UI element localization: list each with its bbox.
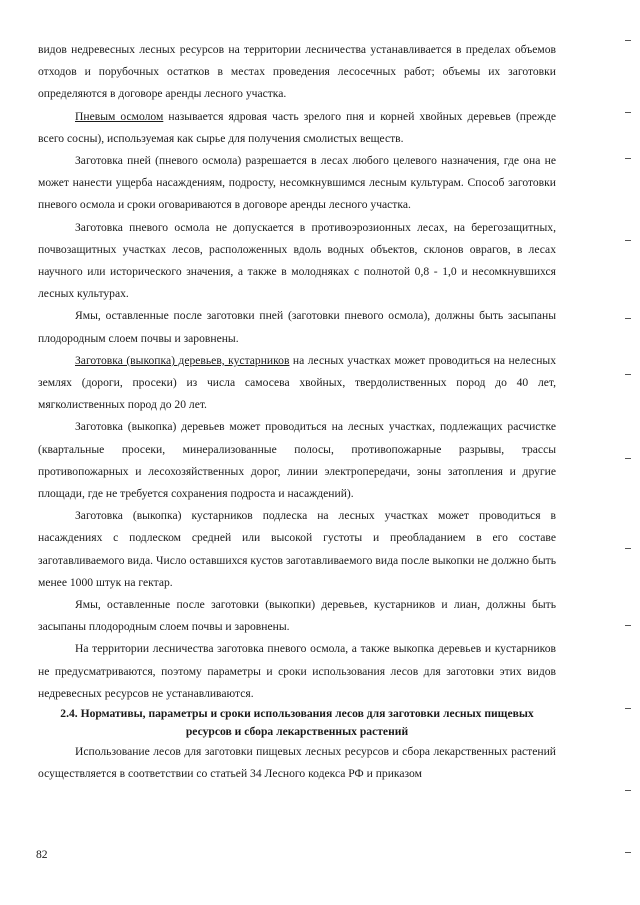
scan-mark	[625, 790, 631, 791]
paragraph-text: На территории лесничества заготовка пневого осмола, а также выкопка деревьев и кустарников не предусматриваются, поэтому параметры и сроки использования лесов для заготовки этих видов недревесных ресурсов не устанавливаются.	[38, 642, 556, 700]
scan-mark	[625, 158, 631, 159]
paragraph-text: Заготовка пневого осмола не допускается в противоэрозионных лесах, на берегозащитных, почвозащитных участках лесов, расположенных вдоль водных объектов, склонов оврагов, в лесах научного или исторического значения, а также в молодняках с полнотой 0,8 - 1,0 и несомкнувшихся лесных культурах.	[38, 220, 556, 301]
paragraph-text: называется ядровая часть зрелого пня и корней хвойных деревьев (прежде всего сосны), используемая как сырье для получения смолистых веществ.	[38, 109, 557, 145]
paragraph	[38, 350, 556, 417]
paragraph-text: Ямы, оставленные после заготовки пней (заготовки пневого осмола), должны быть засыпаны плодородным слоем почвы и заровнены.	[38, 309, 556, 345]
scan-mark	[625, 548, 631, 549]
scan-mark	[625, 374, 631, 375]
page-number: 82	[36, 848, 48, 861]
underlined-term: Пневым осмолом	[75, 109, 164, 123]
paragraph	[38, 638, 556, 705]
paragraph	[38, 594, 556, 638]
underlined-term: Заготовка (выкопка) деревьев, кустарников	[75, 353, 290, 367]
paragraph-text: на лесных участках может проводиться на нелесных землях (дороги, просеки) из числа самосева хвойных, твердолиственных пород до 40 лет, мягколиственных пород до 20 лет.	[38, 353, 557, 412]
paragraphs-container	[38, 39, 556, 705]
paragraph	[38, 39, 556, 106]
paragraph	[38, 150, 556, 217]
paragraph	[38, 106, 556, 150]
paragraph-text: Ямы, оставленные после заготовки (выкопки) деревьев, кустарников и лиан, должны быть засыпаны плодородным слоем почвы и заровнены.	[38, 598, 556, 634]
scan-mark	[625, 625, 631, 626]
scan-mark	[625, 240, 631, 241]
paragraph	[38, 305, 556, 349]
scan-mark	[625, 40, 631, 41]
paragraph-text: Заготовка (выкопка) кустарников подлеска на лесных участках может проводиться в насаждениях с подлеском средней или высокой густоты и преобладанием в его составе заготавливаемого вида. Число оставшихся кустов заготавливаемого вида после выкопки не должно быть менее 1000 штук на гектар.	[38, 509, 556, 589]
paragraph	[38, 505, 556, 594]
paragraph-text: Заготовка пней (пневого осмола) разрешается в лесах любого целевого назначения, где она не может нанести ущерба насаждениям, подросту, несомкнувшимся лесным культурам. Способ заготовки пневого осмола и сроки оговариваются в договоре аренды лесного участка.	[38, 154, 556, 212]
scan-mark	[625, 318, 631, 319]
section-heading: 2.4. Нормативы, параметры и сроки использования лесов для заготовки лесных пищевых ресурсов и сбора лекарственных растений	[60, 707, 534, 739]
scan-mark	[625, 458, 631, 459]
scan-mark	[625, 852, 631, 853]
paragraph: Использование лесов для заготовки пищевых лесных ресурсов и сбора лекарственных растений осуществляется в соответствии со статьей 34 Лесного кодекса РФ и приказом	[38, 745, 556, 781]
paragraph-text: Заготовка (выкопка) деревьев может проводиться на лесных участках, подлежащих расчистке (квартальные просеки, минерализованные полосы, противопожарные разрывы, трассы противопожарных и лесохозяйственных дорог, линии электропередачи, зоны затопления и другие площади, где не требуется сохранения подроста и насаждений).	[38, 420, 556, 501]
scan-mark	[625, 708, 631, 709]
document-body	[38, 39, 556, 786]
scan-mark	[625, 112, 631, 113]
paragraph	[38, 217, 556, 306]
paragraph-text: видов недревесных лесных ресурсов на территории лесничества устанавливается в пределах объемов отходов и порубочных остатков в местах проведения лесосечных работ; объемы их заготовки определяются в договоре аренды лесного участка.	[38, 43, 556, 101]
paragraph	[38, 416, 556, 505]
